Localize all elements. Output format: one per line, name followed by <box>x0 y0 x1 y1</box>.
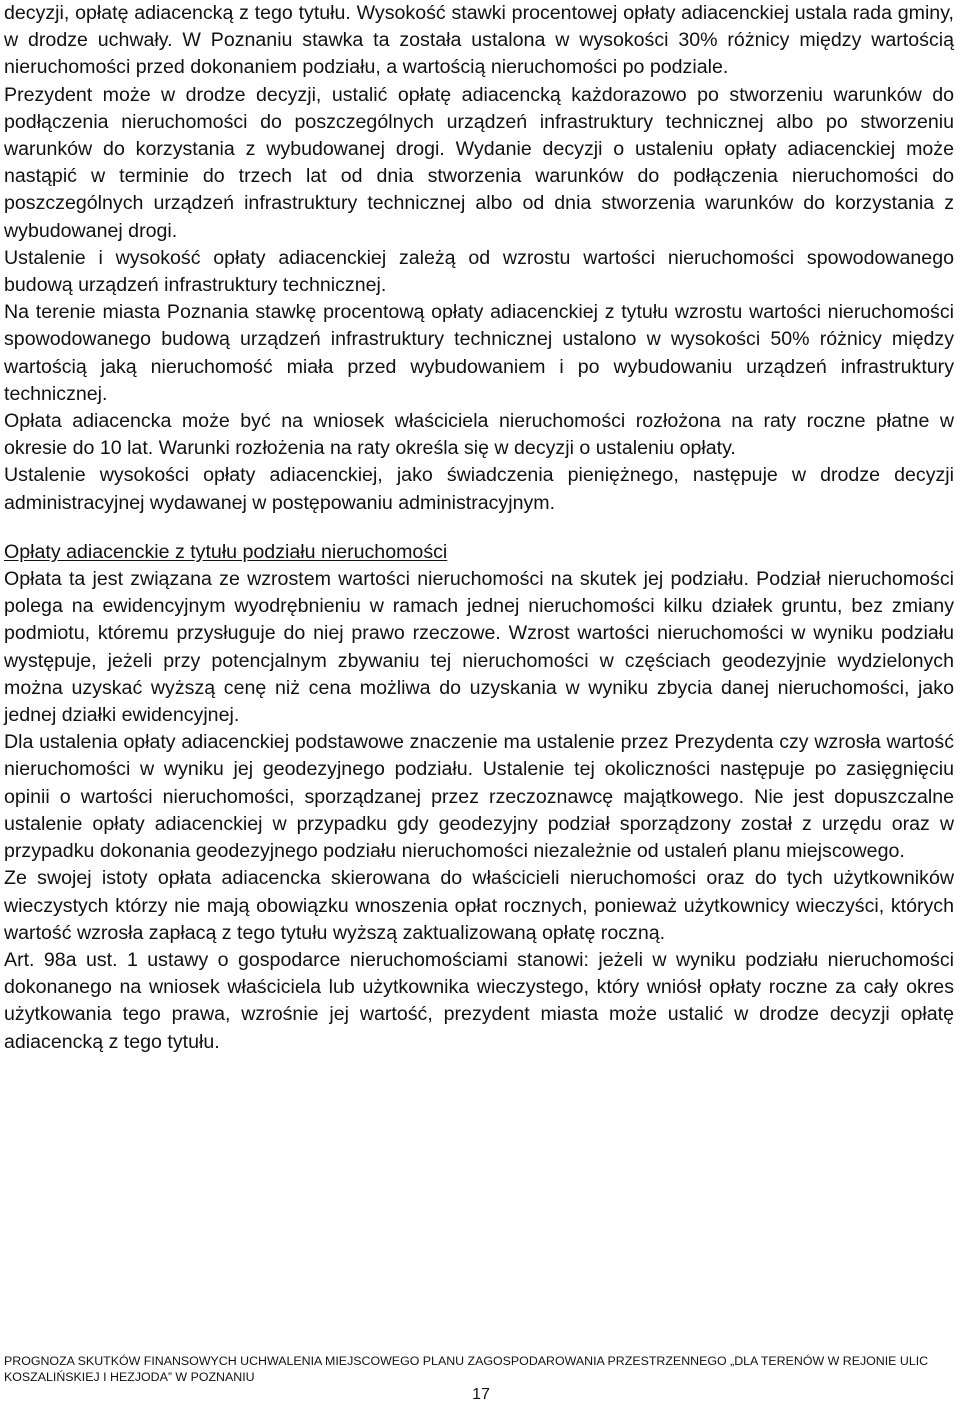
paragraph-installments: Opłata adiacencka może być na wniosek właściciela nieruchomości rozłożona na raty roczne płatne w okresie do 10 lat. Warunki rozłożenia na raty określa się w decyzji o ustaleniu opłaty. <box>4 410 954 460</box>
paragraph-opening: decyzji, opłatę adiacencką z tego tytułu. Wysokość stawki procentowej opłaty adiacenckiej ustala rada gminy, w drodze uchwały. W Poznaniu stawka ta została ustalona w wysokości 30% różnicy między wartością nieruchomości przed dokonaniem podziału, a wartością nieruchomości po podziale. <box>4 2 954 79</box>
paragraph-value-increase: Ustalenie i wysokość opłaty adiacenckiej zależą od wzrostu wartości nieruchomości spowodowanego budową urządzeń infrastruktury technicznej. <box>4 246 954 297</box>
section-heading: Opłaty adiacenckie z tytułu podziału nieruchomości <box>4 540 448 563</box>
paragraph-division-definition: Opłata ta jest związana ze wzrostem wartości nieruchomości na skutek jej podziału. Podział nieruchomości polega na ewidencyjnym wyodrębnieniu w ramach jednej nieruchomości kilku działek gruntu, bez zmiany podmiotu, któremu przysługuje do niej prawo rzeczowe. Wzrost wartości nieruchomości w wyniku podziału występuje, jeżeli przy potencjalnym zbywaniu tej nieruchomości w częściach geodezyjnie wydzielonych można uzyskać wyższą cenę niż cena możliwa do uzyskania w wyniku zbycia danej nieruchomości, jako jednej działki ewidencyjnej. <box>4 568 954 727</box>
paragraph-article-98a: Art. 98a ust. 1 ustawy o gospodarce nieruchomościami stanowi: jeżeli w wyniku podziału nieruchomości dokonanego na wniosek właściciela lub użytkownika wieczystego, który wniósł opłaty roczne za cały okres użytkowania tego prawa, wzrośnie jej wartość, prezydent miasta może ustalić w drodze decyzji opłatę adiacencką z tego tytułu. <box>4 948 954 1053</box>
page-number-wrapper <box>0 1386 960 1404</box>
page-footer: PROGNOZA SKUTKÓW FINANSOWYCH UCHWALENIA MIEJSCOWEGO PLANU ZAGOSPODAROWANIA PRZESTRZENNEGO „DLA TERENÓW W REJONIE ULIC KOSZALIŃSKIEJ I HEZJODA” W POZNANIU <box>4 1354 929 1384</box>
paragraph-decision-timing: Prezydent może w drodze decyzji, ustalić opłatę adiacencką każdorazowo po stworzeniu warunków do podłączenia nieruchomości do poszczególnych urządzeń infrastruktury technicznej albo po stworzeniu warunków do korzystania z wybudowanej drogi. Wydanie decyzji o ustaleniu opłaty adiacenckiej może nastąpić w terminie do trzech lat od dnia stworzenia warunków do podłączenia nieruchomości do poszczególnych urządzeń infrastruktury technicznej albo od dnia stworzenia warunków do korzystania z wybudowanej drogi. <box>4 83 954 242</box>
paragraph-administrative-decision: Ustalenie wysokości opłaty adiacenckiej, jako świadczenia pieniężnego, następuje w drodze decyzji administracyjnej wydawanej w postępowaniu administracyjnym. <box>4 464 954 514</box>
paragraph-appraisal: Dla ustalenia opłaty adiacenckiej podstawowe znaczenie ma ustalenie przez Prezydenta czy wzrosła wartość nieruchomości w wyniku jej geodezyjnego podziału. Ustalenie tej okoliczności następuje po zasięgnięciu opinii o wartości nieruchomości, sporządzanej przez rzeczoznawcę majątkowego. Nie jest dopuszczalne ustalenie opłaty adiacenckiej w przypadku gdy geodezyjny podział sporządzony został z urzędu oraz w przypadku dokonania geodezyjnego podziału nieruchomości niezależnie od ustaleń planu miejscowego. <box>4 731 954 863</box>
paragraph-poznan-rate: Na terenie miasta Poznania stawkę procentową opłaty adiacenckiej z tytułu wzrostu wartości nieruchomości spowodowanego budową urządzeń infrastruktury technicznej ustalono w wysokości 50% różnicy między wartością jaką nieruchomość miała przed wybudowaniem i po wybudowaniu urządzeń infrastruktury technicznej. <box>4 301 954 405</box>
page-number: 17 <box>472 1386 490 1403</box>
document-page <box>4 0 954 1056</box>
paragraph-perpetual-users: Ze swojej istoty opłata adiacencka skierowana do właścicieli nieruchomości oraz do tych użytkowników wieczystych którzy nie mają obowiązku wnoszenia opłat rocznych, ponieważ użytkownicy wieczyści, których wartość wzrosła zapłacą z tego tytułu wyższą zaktualizowaną opłatę roczną. <box>4 867 954 944</box>
section-spacer <box>4 517 954 539</box>
